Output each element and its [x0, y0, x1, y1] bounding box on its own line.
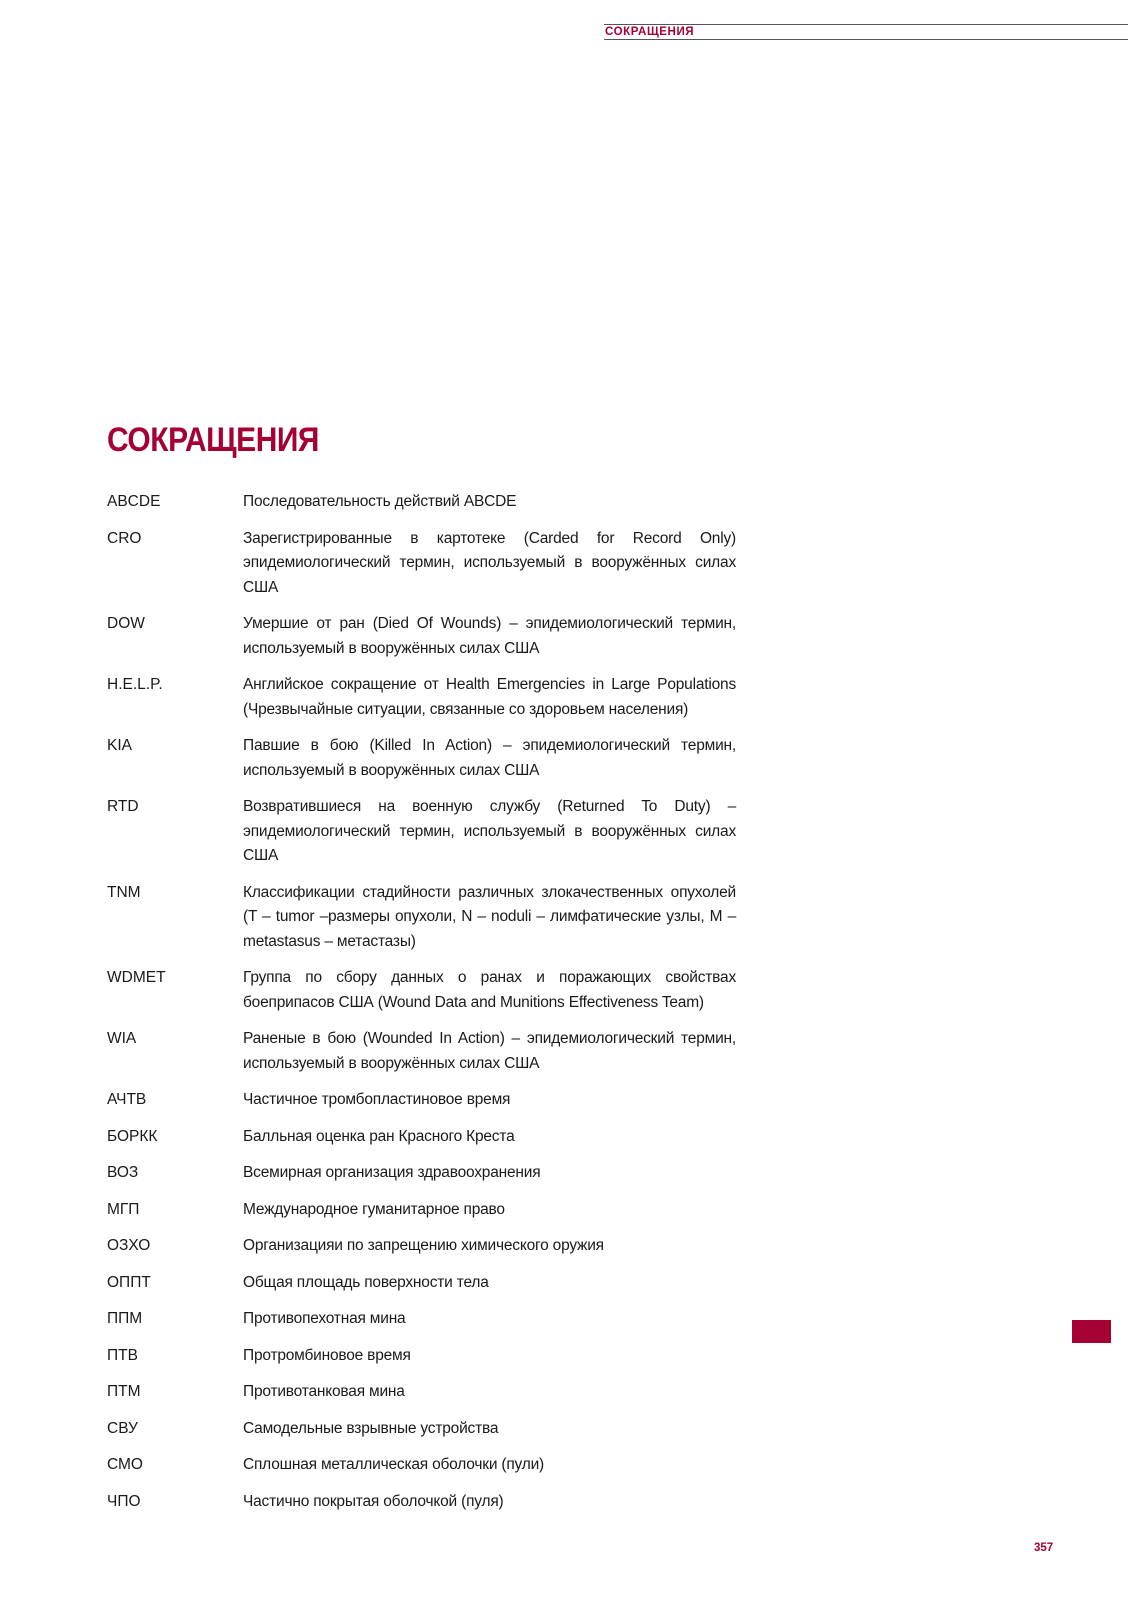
abbreviation-term: ПТВ [107, 1346, 138, 1364]
abbreviation-term: WIA [107, 1030, 137, 1047]
abbreviation-entry [107, 881, 747, 955]
abbreviation-entry [107, 1344, 747, 1369]
abbreviation-definition: Противотанковая мина [243, 1383, 405, 1400]
abbreviation-definition: Балльная оценка ран Красного Креста [243, 1127, 515, 1145]
page-title: СОКРАЩЕНИЯ [107, 421, 319, 459]
abbreviation-definition: Международное гуманитарное право [243, 1200, 505, 1218]
abbreviation-term: ППМ [107, 1310, 143, 1327]
page-number: 357 [1034, 1542, 1054, 1554]
abbreviation-entry [107, 1307, 747, 1332]
abbreviation-definition: Сплошная металлическая оболочки (пули) [243, 1456, 545, 1473]
abbreviation-entry [107, 795, 747, 869]
header-rule-top [604, 24, 1128, 25]
abbreviation-term: СВУ [107, 1419, 138, 1437]
abbreviation-entry [107, 1453, 747, 1478]
abbreviation-definition: Частичное тромбопластиновое время [243, 1091, 511, 1108]
abbreviation-term: МГП [107, 1200, 140, 1218]
abbreviation-entry [107, 1380, 747, 1405]
abbreviation-term: KIA [107, 737, 132, 754]
abbreviation-entry [107, 612, 747, 661]
abbreviation-entry [107, 1417, 747, 1442]
chapter-tab-marker [1072, 1320, 1111, 1343]
abbreviation-definition: Зарегистрированные в картотеке (Carded for Record Only) эпидемиологический термин, используемый в вооружённых силах США [243, 529, 736, 596]
abbreviation-definition: Протромбиновое время [243, 1346, 411, 1364]
abbreviation-entry [107, 1125, 747, 1150]
abbreviation-term: СМО [107, 1456, 143, 1473]
abbreviation-definition: Частично покрытая оболочкой (пуля) [243, 1492, 504, 1510]
abbreviation-definition: Павшие в бою (Killed In Action) – эпидемиологический термин, используемый в вооружённых силах США [243, 737, 736, 779]
running-head: СОКРАЩЕНИЯ [605, 26, 695, 38]
abbreviation-entry [107, 1271, 747, 1296]
abbreviation-term: RTD [107, 798, 139, 815]
abbreviation-term: ЧПО [107, 1492, 141, 1510]
abbreviation-term: ОЗХО [107, 1237, 151, 1254]
abbreviation-term: ПТМ [107, 1383, 141, 1400]
abbreviation-entry [107, 1234, 747, 1259]
abbreviation-list [107, 490, 747, 1526]
abbreviation-definition: Раненые в бою (Wounded In Action) – эпидемиологический термин, используемый в вооружённых силах США [243, 1030, 736, 1072]
abbreviation-term: БОРКК [107, 1127, 158, 1145]
abbreviation-term: WDMET [107, 969, 166, 986]
abbreviation-term: АЧТВ [107, 1091, 147, 1108]
abbreviation-definition: Последовательность действий ABCDE [243, 493, 517, 510]
abbreviation-term: ABCDE [107, 493, 161, 510]
abbreviation-definition: Классификации стадийности различных злокачественных опухолей (T – tumor –размеры опухоли, N – noduli – лимфатические узлы, M – metastasus – метастазы) [243, 883, 736, 950]
abbreviation-term: ОППТ [107, 1273, 151, 1291]
abbreviation-entry [107, 1027, 747, 1076]
abbreviation-definition: Группа по сбору данных о ранах и поражающих свойствах боеприпасов США (Wound Data and Munitions Effectiveness Team) [243, 969, 736, 1011]
abbreviation-entry [107, 673, 747, 722]
abbreviation-term: DOW [107, 615, 145, 632]
abbreviation-entry [107, 734, 747, 783]
abbreviation-definition: Всемирная организация здравоохранения [243, 1164, 541, 1181]
abbreviation-entry [107, 1198, 747, 1223]
abbreviation-definition: Организацияи по запрещению химического оружия [243, 1237, 604, 1254]
abbreviation-term: TNM [107, 883, 141, 901]
abbreviation-entry [107, 490, 747, 515]
abbreviation-definition: Общая площадь поверхности тела [243, 1273, 489, 1291]
abbreviation-definition: Возвратившиеся на военную службу (Returned To Duty) – эпидемиологический термин, используемый в вооружённых силах США [243, 798, 736, 864]
header-rule-bottom [604, 39, 1128, 40]
abbreviation-definition: Самодельные взрывные устройства [243, 1419, 499, 1437]
abbreviation-term: CRO [107, 529, 142, 547]
abbreviation-term: H.E.L.P. [107, 676, 163, 693]
abbreviation-entry [107, 1088, 747, 1113]
abbreviation-definition: Противопехотная мина [243, 1310, 406, 1327]
abbreviation-definition: Английское сокращение от Health Emergencies in Large Populations (Чрезвычайные ситуации, связанные со здоровьем населения) [243, 676, 736, 718]
abbreviation-entry [107, 1490, 747, 1515]
abbreviation-definition: Умершие от ран (Died Of Wounds) – эпидемиологический термин, используемый в вооружённых силах США [243, 615, 736, 657]
abbreviation-entry [107, 1161, 747, 1186]
abbreviation-entry [107, 527, 747, 601]
abbreviation-term: ВОЗ [107, 1164, 139, 1181]
abbreviation-entry [107, 966, 747, 1015]
